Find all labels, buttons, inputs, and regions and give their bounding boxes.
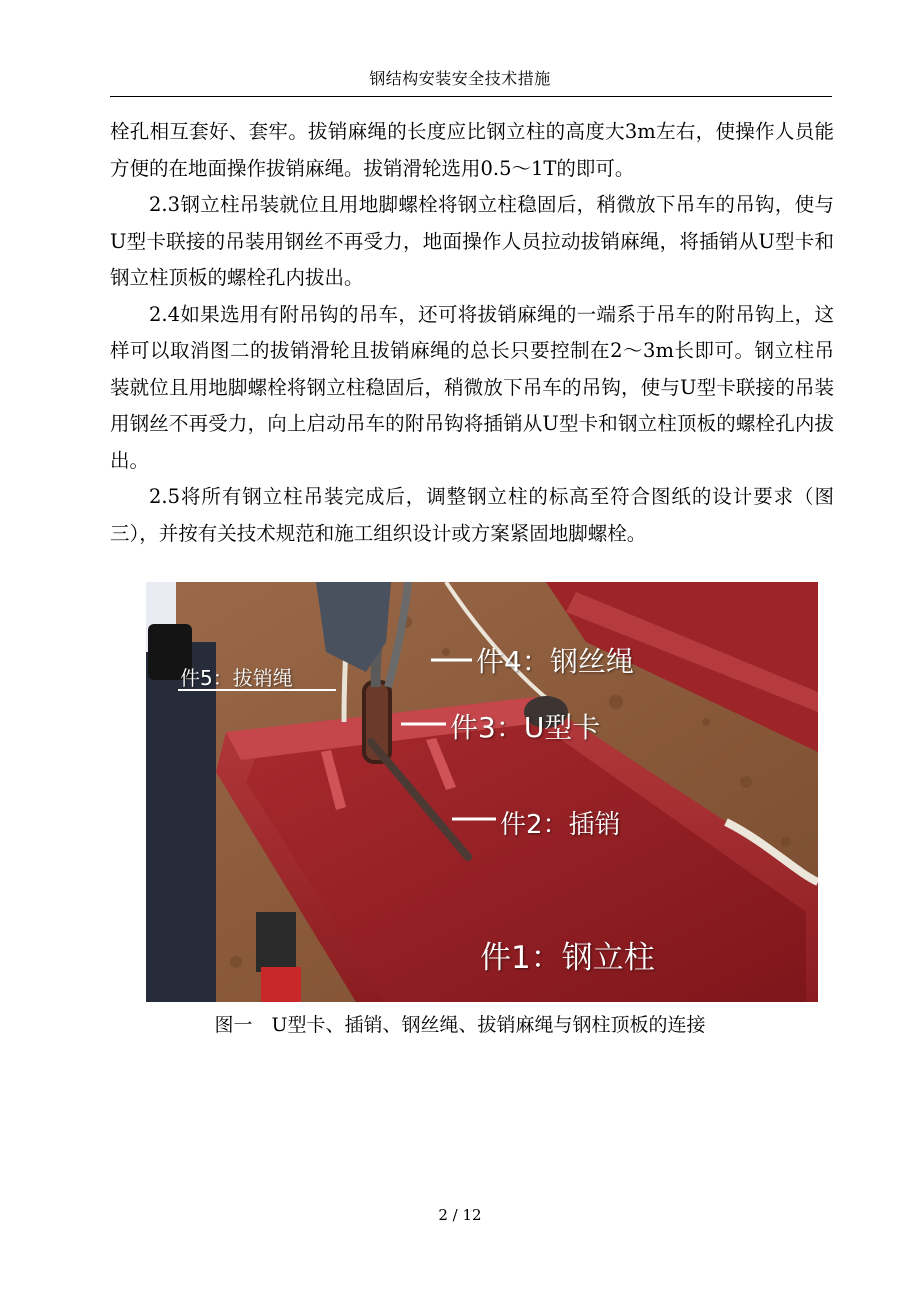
figure-caption: 图一 U型卡、插销、钢丝绳、拔销麻绳与钢柱顶板的连接 <box>214 1014 706 1036</box>
body-text <box>110 114 834 552</box>
label-part1: 件1：钢立柱 <box>480 940 655 976</box>
paragraph: 2.4如果选用有附吊钩的吊车，还可将拔销麻绳的一端系于吊车的附吊钩上，这样可以取消图二的拔销滑轮且拔销麻绳的总长只要控制在2～3m长即可。钢立柱吊装就位且用地脚螺栓将钢立柱稳固后，稍微放下吊车的吊钩，使与U型卡联接的吊装用钢丝不再受力，向上启动吊车的附吊钩将插销从U型卡和钢立柱顶板的螺栓孔内拔出。 <box>110 302 834 472</box>
paragraph: 2.3钢立柱吊装就位且用地脚螺栓将钢立柱稳固后，稍微放下吊车的吊钩，使与U型卡联接的吊装用钢丝不再受力，地面操作人员拉动拔销麻绳，将插销从U型卡和钢立柱顶板的螺栓孔内拔出。 <box>110 193 834 289</box>
figure-photo <box>146 582 818 1002</box>
label-part5: 件5：拔销绳 <box>180 666 293 690</box>
label-part4: 件4：钢丝绳 <box>476 645 634 678</box>
label-part2: 件2：插销 <box>500 810 621 840</box>
clamp <box>256 912 296 972</box>
clamp-red <box>261 967 301 1002</box>
person-left <box>146 642 216 1002</box>
paragraph: 2.5将所有钢立柱吊装完成后，调整钢立柱的标高至符合图纸的设计要求（图三），并按有关技术规范和施工组织设计或方案紧固地脚螺栓。 <box>110 485 834 545</box>
paragraph: 栓孔相互套好、套牢。拔销麻绳的长度应比钢立柱的高度大3m左右，使操作人员能方便的在地面操作拔销麻绳。拔销滑轮选用0.5～1T的即可。 <box>110 120 834 180</box>
label-part3: 件3：U型卡 <box>450 711 601 744</box>
header-rule <box>110 96 832 97</box>
page-number: 2 / 12 <box>438 1206 482 1224</box>
page-header: 钢结构安装安全技术措施 <box>369 69 551 88</box>
